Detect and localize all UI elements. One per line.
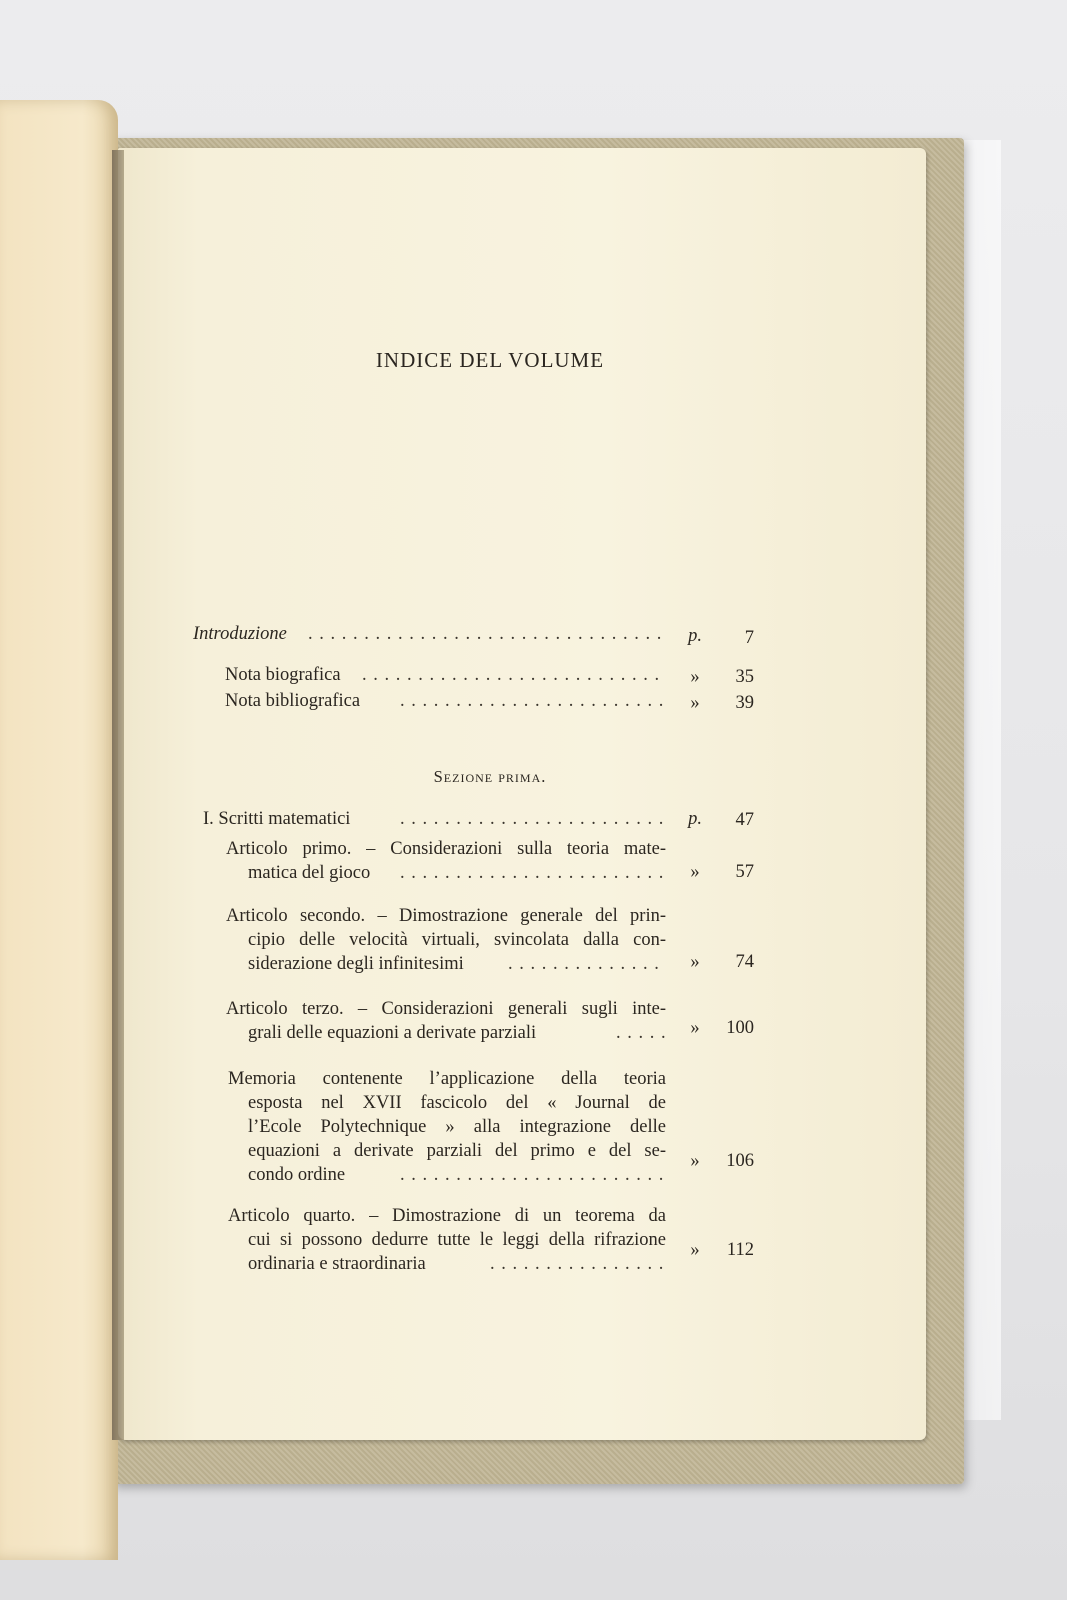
toc-page-number: 35 — [735, 667, 754, 687]
dot-leader — [400, 688, 666, 714]
toc-entry-line: Memoria contenente l’applicazione della teoria — [228, 1069, 666, 1089]
dot-leader — [508, 951, 666, 977]
toc-page-number: 106 — [726, 1151, 754, 1171]
toc-entry-line: cui si possono dedurre tutte le leggi della rifrazione — [248, 1230, 666, 1250]
page-abbreviation: p. — [688, 626, 702, 646]
toc-entry-line: cipio delle velocità virtuali, svincolata dalla con- — [248, 930, 666, 950]
toc-page-number: 39 — [735, 693, 754, 713]
toc-page-number: 112 — [726, 1240, 754, 1260]
toc-entry-line: Articolo terzo. – Considerazioni generali sugli inte- — [226, 999, 666, 1019]
toc-entry-title: Nota biografica — [225, 665, 341, 685]
dot-leader — [490, 1251, 666, 1277]
toc-entry-line: ordinaria e straordinaria — [248, 1254, 426, 1274]
toc-page-number: 47 — [735, 810, 754, 830]
ditto-mark: » — [690, 862, 700, 882]
toc-page-number: 100 — [726, 1018, 754, 1038]
ditto-mark: » — [690, 667, 700, 687]
dot-leader — [400, 860, 666, 886]
ditto-mark: » — [690, 1151, 700, 1171]
page-title: INDICE DEL VOLUME — [375, 348, 605, 372]
toc-entry-line: Articolo secondo. – Dimostrazione generale del prin- — [226, 906, 666, 926]
toc-entry-title: I. Scritti matematici — [203, 809, 351, 829]
toc-page-number: 7 — [744, 628, 754, 648]
dot-leader — [616, 1020, 666, 1046]
toc-entry-line: esposta nel XVII fascicolo del « Journal de — [248, 1093, 666, 1113]
ditto-mark: » — [690, 1018, 700, 1038]
ditto-mark: » — [690, 952, 700, 972]
toc-entry-line: equazioni a derivate parziali del primo e del se- — [248, 1141, 666, 1161]
dot-leader — [308, 621, 666, 647]
toc-page-number: 74 — [735, 952, 754, 972]
dot-leader — [400, 1162, 666, 1188]
toc-entry-line: matica del gioco — [248, 863, 371, 883]
toc-entry-title: Nota bibliografica — [225, 691, 361, 711]
toc-page-number: 57 — [735, 862, 754, 882]
toc-entry-line: Articolo quarto. – Dimostrazione di un teorema da — [228, 1206, 666, 1226]
toc-entry-line: Articolo primo. – Considerazioni sulla teoria mate- — [226, 839, 666, 859]
ditto-mark: » — [690, 693, 700, 713]
toc-entry-line: l’Ecole Polytechnique » alla integrazione delle — [248, 1117, 666, 1137]
toc-entry-line: grali delle equazioni a derivate parziali — [248, 1023, 537, 1043]
dot-leader — [362, 662, 666, 688]
dot-leader — [400, 806, 666, 832]
toc-entry-line: condo ordine — [248, 1165, 346, 1185]
toc-entry-line: siderazione degli infinitesimi — [248, 954, 464, 974]
toc-entry-title: Introduzione — [193, 624, 287, 644]
ditto-mark: » — [690, 1240, 700, 1260]
section-heading: Sezione prima. — [433, 767, 547, 786]
page-abbreviation: p. — [688, 809, 702, 829]
